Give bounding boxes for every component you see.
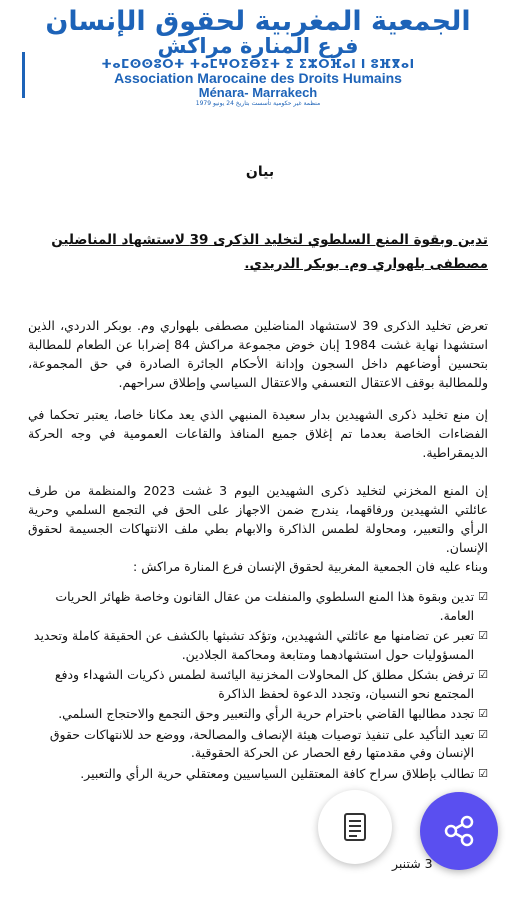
list-item-text: ترفض بشكل مطلق كل المحاولات المخزنية اليائسة لطمس ذكريات الشهداء ودفع المجتمع نحو النسيان، وتجدد الدعوة لحفظ الذاكرة <box>54 667 475 701</box>
branch-arabic-name: فرع المنارة مراكش <box>157 34 359 58</box>
checkmark-box-icon: ☑ <box>478 727 488 741</box>
list-item <box>26 726 488 763</box>
letterhead <box>28 6 488 108</box>
founding-note: منظمة غير حكومية تأسست بتاريخ 24 يونيو 1979 <box>195 100 321 107</box>
association-arabic-name: الجمعية المغربية لحقوق الإنسان <box>45 6 471 37</box>
list-item <box>26 765 488 784</box>
paragraph-4: وبناء عليه فان الجمعية المغربية لحقوق الإنسان فرع المنارة مراكش : <box>133 559 488 574</box>
list-item <box>26 627 488 664</box>
list-item-text: تعيد التأكيد على تنفيذ توصيات هيئة الإنصاف والمصالحة، ووضع حد للانتهاكات حقوق الإنسان وفي مقدمتها رفع الحصار عن الحركة الحقوقية. <box>49 726 475 760</box>
letterhead-bar-icon <box>22 52 28 98</box>
share-button[interactable] <box>420 792 498 870</box>
share-icon <box>442 814 476 848</box>
checkmark-box-icon: ☑ <box>478 668 488 681</box>
paragraph-2: إن منع تخليد ذكرى الشهيدين بدار سعيدة المنبهي الذي يعد مكانا خاصا، يعتبر تحكما في الفضاءات الخاصة بعدما تم إغلاق جميع المنافذ والقاعات العمومية في وجه الحركة الديمقراطية. <box>28 407 488 460</box>
association-tifinagh-name: ⵜⴰⵎⵙⵙⵓⵔⵜ ⵜⴰⵎⵖⵔⵉⴱⵉⵜ ⵉ ⵉⵣⵔⴼⴰⵏ ⵏ ⵓⴼⴳⴰⵏ <box>101 57 415 71</box>
association-french-name: Association Marocaine des Droits Humains <box>114 70 402 86</box>
list-item <box>26 705 488 724</box>
checkmark-box-icon: ☑ <box>478 766 488 780</box>
list-item-text: تدين وبقوة هذا المنع السلطوي والمنفلت من عقال القانون وخاصة ظهائر الحريات العامة. <box>55 589 475 623</box>
list-item <box>26 666 488 703</box>
demands-list <box>26 588 488 785</box>
branch-french-name: Ménara- Marrakech <box>198 85 318 100</box>
statement-headline: تدين وبقوة المنع السلطوي لتخليد الذكرى 39 لاستشهاد المناضلين مصطفى بلهواري وم. بوبكر الدريدي. <box>51 232 488 272</box>
document-button[interactable] <box>318 790 392 864</box>
date-line: 3 شتنبر <box>392 856 433 871</box>
checkmark-box-icon: ☑ <box>478 707 488 720</box>
paragraph-3: إن المنع المخزني لتخليد ذكرى الشهيدين اليوم 3 غشت 2023 والمنظمة من طرف عائلتي الشهيدين ورفاقهما، يندرج ضمن الاجهاز على الحق في التجمع السلمي وحرية الرأي والتعبير، ومحاولة لطمس الذاكرة والابهام بطي ملف الانتهاكات الجسيمة لحقوق الإنسان. <box>28 483 488 555</box>
page-title: بيان <box>245 164 275 180</box>
checkmark-box-icon: ☑ <box>478 629 488 642</box>
list-item <box>26 588 488 625</box>
list-item-text: تعبر عن تضامنها مع عائلتي الشهيدين، وتؤكد تشبثها بالكشف عن الحقيقة كاملة وتحديد المسؤوليات حول استشهادهما ومتابعة ومحاكمة الجلادين. <box>33 628 475 662</box>
list-item-text: تطالب بإطلاق سراح كافة المعتقلين السياسيين ومعتقلي حرية الرأي والتعبير. <box>80 765 475 781</box>
paragraph-1: تعرض تخليد الذكرى 39 لاستشهاد المناضلين مصطفى بلهواري وم. بوبكر الدردي، الذين استشهدا نهاية غشت 1984 إبان خوض مجموعة مراكش 84 إضرابا عن الطعام للمطالبة بتحسين أوضاعهم داخل السجون وإدانة الأحكام الجائرة الصادرة في حق المجموعة، وللمطالبة بوقف الاعتقال التعسفي والاعتقال السياسي وإطلاق سراحهم. <box>28 318 489 390</box>
checkmark-box-icon: ☑ <box>478 590 488 603</box>
list-item-text: تجدد مطالبها القاضي باحترام حرية الرأي والتعبير وحق التجمع والاحتجاج السلمي. <box>58 706 475 721</box>
document-icon <box>342 812 368 842</box>
